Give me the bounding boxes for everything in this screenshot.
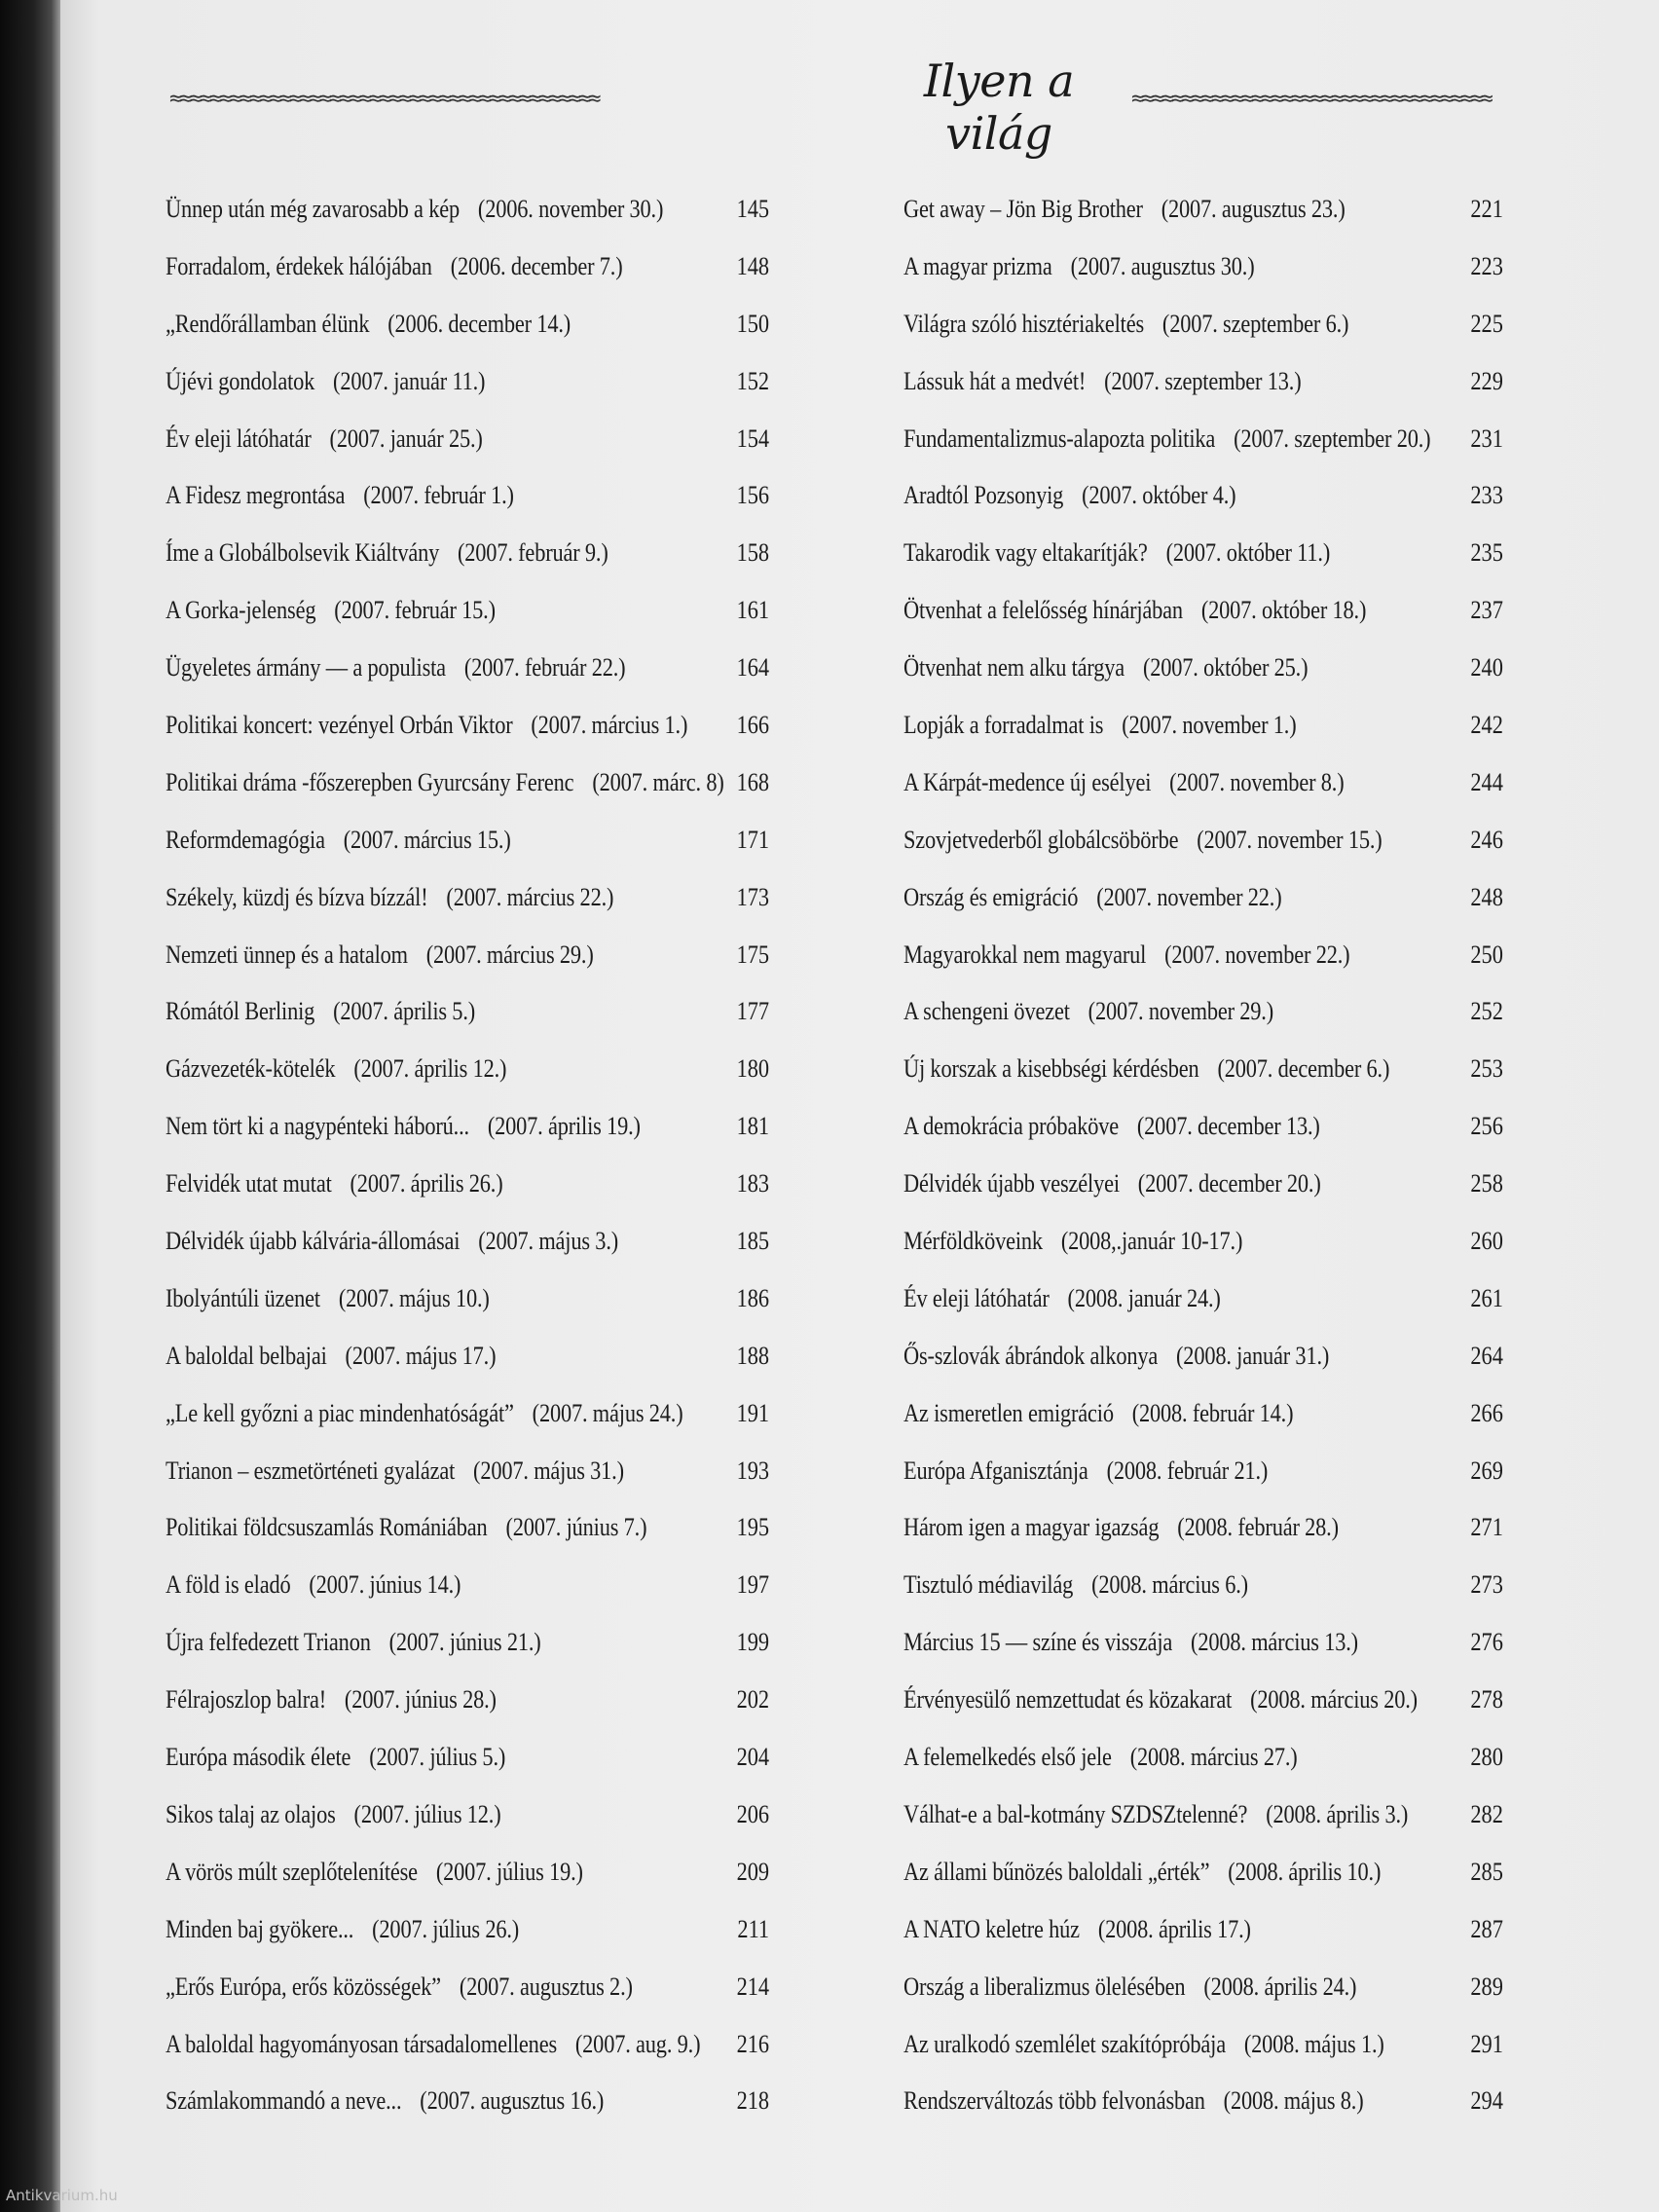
toc-entry-page-number: 260 — [1470, 1227, 1503, 1256]
toc-entry-title: A Kárpát-medence új esélyei — [903, 767, 1152, 796]
toc-entry-date: (2007. március 1.) — [531, 711, 688, 740]
toc-entry-date: (2008. április 3.) — [1266, 1799, 1409, 1828]
toc-entry-page-number: 209 — [736, 1857, 770, 1886]
toc-entry — [903, 1098, 1617, 1156]
toc-entry-date: (2007. november 15.) — [1197, 825, 1382, 854]
toc-entry-title: Világra szóló hisztériakeltés — [903, 309, 1144, 338]
toc-entry — [903, 353, 1617, 411]
toc-entry — [903, 181, 1617, 239]
toc-entry-title: Politikai dráma -főszerepben Gyurcsány Ferenc — [166, 767, 574, 796]
toc-entry-title: A felemelkedés első jele — [903, 1743, 1112, 1772]
toc-entry-page-number: 168 — [736, 767, 770, 796]
toc-entry-title: Európa második élete — [166, 1743, 351, 1772]
toc-entry-date: (2007. aug. 9.) — [574, 2029, 701, 2058]
toc-entry-title: Érvényesülő nemzettudat és közakarat — [903, 1685, 1233, 1714]
toc-entry-date: (2007. február 22.) — [463, 653, 626, 682]
toc-entry — [166, 411, 884, 468]
toc-entry-page-number: 229 — [1470, 366, 1503, 395]
toc-entry — [903, 1443, 1617, 1500]
toc-entry-page-number: 244 — [1470, 767, 1503, 796]
toc-entry-page-number: 145 — [736, 195, 770, 223]
toc-entry — [166, 1098, 884, 1156]
toc-entry-title: Újévi gondolatok — [166, 366, 315, 395]
toc-entry-title: Takarodik vagy eltakarítják? — [903, 538, 1148, 568]
toc-entry — [166, 2073, 884, 2130]
toc-entry-page-number: 158 — [736, 538, 770, 568]
toc-entry-page-number: 264 — [1470, 1341, 1503, 1370]
toc-entry-page-number: 221 — [1470, 195, 1503, 223]
toc-entry-date: (2007. október 4.) — [1082, 481, 1236, 510]
toc-entry-page-number: 191 — [736, 1398, 770, 1427]
toc-entry — [166, 239, 884, 296]
toc-entry-date: (2007. május 10.) — [338, 1283, 490, 1312]
toc-entry — [166, 1729, 884, 1787]
toc-entry-date: (2007. november 22.) — [1164, 940, 1350, 969]
toc-entry — [166, 1787, 884, 1844]
toc-entry-title: Újra felfedezett Trianon — [166, 1628, 371, 1657]
toc-entry-date: (2007. május 24.) — [532, 1398, 683, 1427]
toc-entry-date: (2007. december 6.) — [1217, 1054, 1390, 1084]
toc-entry-page-number: 211 — [737, 1914, 770, 1943]
toc-entry-title: Új korszak a kisebbségi kérdésben — [903, 1054, 1199, 1084]
toc-entry-page-number: 166 — [736, 711, 770, 740]
toc-entry-page-number: 287 — [1470, 1914, 1503, 1943]
toc-entry — [166, 1213, 884, 1271]
toc-entry-title: Ügyeletes ármány — a populista — [166, 653, 446, 682]
toc-entry — [903, 755, 1617, 812]
toc-entry-page-number: 282 — [1470, 1799, 1503, 1828]
toc-entry — [166, 983, 884, 1041]
toc-entry — [903, 1901, 1617, 1959]
toc-entry-page-number: 294 — [1470, 2086, 1503, 2116]
toc-entry — [903, 525, 1617, 582]
toc-entry-page-number: 246 — [1470, 825, 1503, 854]
toc-entry-page-number: 252 — [1470, 997, 1503, 1026]
toc-entry-title: Az állami bűnözés baloldali „érték” — [903, 1857, 1210, 1886]
toc-entry — [903, 1729, 1617, 1787]
toc-entry-date: (2007. július 12.) — [353, 1799, 501, 1828]
header-ornament-right: ≈≈≈≈≈≈≈≈≈≈≈≈≈≈≈≈≈≈≈≈≈≈≈≈≈≈≈≈≈≈≈≈≈≈≈≈ — [1131, 90, 1491, 109]
toc-entry-page-number: 193 — [736, 1456, 770, 1485]
toc-entry — [166, 296, 884, 353]
toc-entry-date: (2007. október 25.) — [1142, 653, 1309, 682]
toc-entry-page-number: 206 — [736, 1799, 770, 1828]
toc-entry-title: Félrajoszlop balra! — [166, 1685, 326, 1714]
toc-entry — [903, 1557, 1617, 1614]
toc-entry-date: (2007. október 11.) — [1165, 538, 1331, 568]
toc-entry-title: Politikai földcsuszamlás Romániában — [166, 1513, 488, 1542]
toc-entry — [903, 1328, 1617, 1385]
toc-entry-title: A baloldal belbajai — [166, 1341, 327, 1370]
toc-entry-title: Székely, küzdj és bízva bízzál! — [166, 882, 428, 911]
toc-entry — [166, 1672, 884, 1729]
toc-entry-page-number: 250 — [1470, 940, 1503, 969]
toc-entry-date: (2008. január 24.) — [1067, 1283, 1221, 1312]
toc-entry — [903, 812, 1617, 869]
toc-entry-title: Lássuk hát a medvét! — [903, 366, 1087, 395]
toc-entry-page-number: 266 — [1470, 1398, 1503, 1427]
toc-entry-date: (2007. június 21.) — [388, 1628, 541, 1657]
toc-entry-title: Lopják a forradalmat is — [903, 711, 1104, 740]
toc-entry-date: (2008. április 10.) — [1228, 1857, 1382, 1886]
toc-entry-title: A magyar prizma — [903, 251, 1052, 280]
toc-entry-title: Mérföldköveink — [903, 1227, 1043, 1256]
toc-entry-title: Ország és emigráció — [903, 882, 1079, 911]
toc-entry — [903, 1614, 1617, 1672]
toc-entry-page-number: 181 — [736, 1112, 770, 1141]
toc-entry-date: (2007. márc. 8) — [592, 767, 724, 796]
toc-entry-date: (2007. február 1.) — [363, 481, 514, 510]
toc-entry-title: Íme a Globálbolsevik Kiáltvány — [166, 538, 440, 568]
toc-entry-date: (2007. április 5.) — [333, 997, 476, 1026]
toc-entry-date: (2007. október 18.) — [1200, 596, 1367, 625]
toc-entry-page-number: 154 — [736, 424, 770, 453]
toc-entry-page-number: 253 — [1470, 1054, 1503, 1084]
toc-entry-title: Tisztuló médiavilág — [903, 1570, 1074, 1600]
toc-entry — [166, 1328, 884, 1385]
toc-entry-date: (2008. február 28.) — [1177, 1513, 1339, 1542]
toc-entry-page-number: 261 — [1470, 1283, 1503, 1312]
toc-entry-page-number: 180 — [736, 1054, 770, 1084]
toc-right-column — [903, 181, 1619, 2130]
toc-entry-title: Év eleji látóhatár — [166, 424, 312, 453]
toc-entry-date: (2007. január 11.) — [333, 366, 486, 395]
toc-entry — [903, 1385, 1617, 1443]
toc-entry-date: (2007. augusztus 16.) — [420, 2086, 605, 2116]
toc-entry-title: „Erős Európa, erős közösségek” — [166, 1972, 441, 2001]
toc-entry-page-number: 175 — [736, 940, 770, 969]
toc-entry-date: (2008. április 17.) — [1097, 1914, 1251, 1943]
toc-entry — [903, 467, 1617, 525]
toc-entry — [166, 1271, 884, 1328]
toc-entry-title: Ős-szlovák ábrándok alkonya — [903, 1341, 1159, 1370]
toc-entry-title: Nemzeti ünnep és a hatalom — [166, 940, 408, 969]
toc-entry-page-number: 278 — [1470, 1685, 1503, 1714]
toc-entry — [166, 1156, 884, 1213]
toc-entry-title: Reformdemagógia — [166, 825, 325, 854]
toc-entry — [166, 927, 884, 984]
toc-entry-date: (2006. december 7.) — [450, 251, 623, 280]
toc-entry-date: (2007. szeptember 20.) — [1234, 424, 1431, 453]
watermark: Antikvarium.hu — [6, 2187, 118, 2204]
toc-entry-title: Rómától Berlinig — [166, 997, 315, 1026]
toc-entry-page-number: 195 — [736, 1513, 770, 1542]
toc-entry-page-number: 289 — [1470, 1972, 1503, 2001]
toc-entry-page-number: 204 — [736, 1743, 770, 1772]
toc-entry — [166, 1557, 884, 1614]
toc-entry-date: (2007. szeptember 6.) — [1161, 309, 1349, 338]
toc-entry-page-number: 214 — [736, 1972, 770, 2001]
toc-entry-date: (2008. február 14.) — [1131, 1398, 1294, 1427]
toc-left-column — [166, 181, 886, 2130]
toc-entry-title: Év eleji látóhatár — [903, 1283, 1050, 1312]
toc-entry-title: Ötvenhat nem alku tárgya — [903, 653, 1125, 682]
toc-entry-title: A demokrácia próbaköve — [903, 1112, 1119, 1141]
toc-entry-date: (2008. március 6.) — [1091, 1570, 1248, 1600]
toc-entry-date: (2008. március 27.) — [1129, 1743, 1298, 1772]
toc-entry-page-number: 258 — [1470, 1169, 1503, 1198]
toc-entry-page-number: 285 — [1470, 1857, 1503, 1886]
toc-entry-title: Európa Afganisztánja — [903, 1456, 1088, 1485]
toc-entry-date: (2008. március 20.) — [1250, 1685, 1418, 1714]
toc-entry-title: Ibolyántúli üzenet — [166, 1283, 320, 1312]
toc-entry — [903, 1844, 1617, 1901]
toc-entry-title: Számlakommandó a neve... — [166, 2086, 402, 2116]
toc-entry — [166, 1614, 884, 1672]
toc-entry-date: (2007. január 25.) — [329, 424, 483, 453]
page-header — [107, 53, 1626, 160]
toc-entry-date: (2006. november 30.) — [477, 195, 664, 223]
toc-entry — [166, 1041, 884, 1098]
toc-entry — [903, 239, 1617, 296]
toc-entry-page-number: 271 — [1470, 1513, 1503, 1542]
toc-entry-title: „Le kell győzni a piac mindenhatóságát” — [166, 1398, 514, 1427]
toc-entry-page-number: 202 — [736, 1685, 770, 1714]
toc-entry-page-number: 199 — [736, 1628, 770, 1657]
toc-entry-date: (2007. november 1.) — [1122, 711, 1297, 740]
toc-entry-title: Fundamentalizmus-alapozta politika — [903, 424, 1216, 453]
toc-entry-date: (2007. augusztus 2.) — [459, 1972, 633, 2001]
toc-entry-date: (2007. augusztus 30.) — [1070, 251, 1255, 280]
toc-entry — [166, 812, 884, 869]
toc-entry-date: (2007. december 13.) — [1136, 1112, 1320, 1141]
toc-entry — [903, 983, 1617, 1041]
toc-entry-page-number: 171 — [736, 825, 770, 854]
toc-entry-date: (2008. március 13.) — [1191, 1628, 1358, 1657]
toc-entry-date: (2007. június 14.) — [309, 1570, 461, 1600]
toc-entry-page-number: 240 — [1470, 653, 1503, 682]
toc-entry — [903, 1959, 1617, 2016]
toc-entry-date: (2007. március 15.) — [343, 825, 511, 854]
toc-entry — [903, 2073, 1617, 2130]
toc-entry-page-number: 183 — [736, 1169, 770, 1198]
toc-entry-page-number: 233 — [1470, 481, 1503, 510]
toc-entry-page-number: 273 — [1470, 1570, 1503, 1600]
toc-entry — [166, 869, 884, 927]
toc-entry-page-number: 280 — [1470, 1743, 1503, 1772]
toc-entry-date: (2007. február 9.) — [458, 538, 608, 568]
toc-entry-date: (2008. február 21.) — [1106, 1456, 1269, 1485]
toc-entry — [166, 181, 884, 239]
toc-entry — [166, 755, 884, 812]
toc-entry-title: Ünnep után még zavarosabb a kép — [166, 195, 461, 223]
toc-entry-title: Rendszerváltozás több felvonásban — [903, 2086, 1205, 2116]
toc-entry-page-number: 161 — [736, 596, 770, 625]
toc-entry-page-number: 150 — [736, 309, 770, 338]
toc-entry-date: (2007. május 31.) — [473, 1456, 624, 1485]
toc-entry — [166, 640, 884, 697]
toc-entry-title: Sikos talaj az olajos — [166, 1799, 336, 1828]
toc-entry-date: (2008. április 24.) — [1203, 1972, 1357, 2001]
toc-entry-title: Az uralkodó szemlélet szakítópróbája — [903, 2029, 1226, 2058]
toc-entry-date: (2008,.január 10-17.) — [1060, 1227, 1243, 1256]
toc-entry — [166, 353, 884, 411]
toc-entry-date: (2007. március 29.) — [425, 940, 594, 969]
toc-entry-title: „Rendőrállamban élünk — [166, 309, 370, 338]
toc-entry — [166, 1385, 884, 1443]
toc-entry-date: (2007. június 7.) — [505, 1513, 647, 1542]
toc-entry-title: Ötvenhat a felelősség hínárjában — [903, 596, 1183, 625]
toc-entry-title: A schengeni övezet — [903, 997, 1070, 1026]
toc-entry-page-number: 152 — [736, 366, 770, 395]
toc-entry — [166, 1844, 884, 1901]
toc-entry-title: Forradalom, érdekek hálójában — [166, 251, 432, 280]
toc-entry-date: (2007. június 28.) — [344, 1685, 497, 1714]
toc-entry-title: A baloldal hagyományosan társadalomellenes — [166, 2029, 557, 2058]
toc-entry — [903, 640, 1617, 697]
toc-entry-title: A vörös múlt szeplőtelenítése — [166, 1857, 418, 1886]
toc-entry-title: Délvidék újabb veszélyei — [903, 1169, 1120, 1198]
toc-entry-page-number: 225 — [1470, 309, 1503, 338]
toc-entry — [903, 1213, 1617, 1271]
toc-entry-date: (2007. április 19.) — [487, 1112, 641, 1141]
toc-entry-title: Az ismeretlen emigráció — [903, 1398, 1114, 1427]
toc-entry-date: (2007. július 5.) — [369, 1743, 506, 1772]
toc-entry-date: (2007. május 3.) — [478, 1227, 619, 1256]
toc-entry-title: A Gorka-jelenség — [166, 596, 316, 625]
toc-entry-page-number: 173 — [736, 882, 770, 911]
toc-entry-title: A föld is eladó — [166, 1570, 291, 1600]
toc-entry-page-number: 242 — [1470, 711, 1503, 740]
toc-entry — [166, 467, 884, 525]
toc-entry — [166, 1443, 884, 1500]
toc-entry-date: (2007. szeptember 13.) — [1104, 366, 1302, 395]
toc-entry — [903, 1271, 1617, 1328]
toc-entry — [903, 869, 1617, 927]
toc-entry-title: Nem tört ki a nagypénteki háború... — [166, 1112, 469, 1141]
toc-entry-title: Válhat-e a bal-kotmány SZDSZtelenné? — [903, 1799, 1248, 1828]
toc-entry-title: A Fidesz megrontása — [166, 481, 346, 510]
toc-entry-title: Magyarokkal nem magyarul — [903, 940, 1147, 969]
toc-entry — [903, 2016, 1617, 2074]
toc-entry-title: Ország a liberalizmus ölelésében — [903, 1972, 1186, 2001]
toc-entry-date: (2007. november 22.) — [1096, 882, 1282, 911]
toc-entry — [903, 411, 1617, 468]
toc-entry-date: (2008. január 31.) — [1176, 1341, 1330, 1370]
toc-entry-title: Felvidék utat mutat — [166, 1169, 332, 1198]
toc-entry — [166, 697, 884, 755]
toc-entry-date: (2007. március 22.) — [446, 882, 614, 911]
toc-entry-date: (2007. május 17.) — [345, 1341, 497, 1370]
toc-entry-date: (2008. május 1.) — [1243, 2029, 1384, 2058]
toc-entry — [903, 927, 1617, 984]
toc-entry-page-number: 291 — [1470, 2029, 1503, 2058]
toc-entry-title: Március 15 — színe és visszája — [903, 1628, 1173, 1657]
toc-entry-page-number: 223 — [1470, 251, 1503, 280]
toc-entry-page-number: 216 — [736, 2029, 770, 2058]
page-title: Ilyen a világ — [923, 55, 1075, 160]
toc-entry — [903, 1672, 1617, 1729]
toc-entry-page-number: 235 — [1470, 538, 1503, 568]
toc-entry — [166, 1499, 884, 1557]
toc-entry-title: Politikai koncert: vezényel Orbán Viktor — [166, 711, 513, 740]
toc-entry — [903, 697, 1617, 755]
toc-entry-page-number: 276 — [1470, 1628, 1503, 1657]
toc-entry-title: Get away – Jön Big Brother — [903, 195, 1143, 223]
toc-entry — [903, 1156, 1617, 1213]
toc-entry-title: A NATO keletre húz — [903, 1914, 1080, 1943]
toc-entry-page-number: 197 — [736, 1570, 770, 1600]
toc-entry — [903, 1041, 1617, 1098]
toc-entry-date: (2007. augusztus 23.) — [1161, 195, 1346, 223]
toc-entry — [166, 582, 884, 640]
toc-entry-title: Szovjetvederből globálcsöbörbe — [903, 825, 1179, 854]
toc-entry — [903, 582, 1617, 640]
toc-entry-page-number: 177 — [736, 997, 770, 1026]
toc-entry-title: Aradtól Pozsonyig — [903, 481, 1064, 510]
toc-entry-page-number: 186 — [736, 1283, 770, 1312]
toc-entry-date: (2007. december 20.) — [1137, 1169, 1321, 1198]
toc-entry-page-number: 164 — [736, 653, 770, 682]
toc-entry-page-number: 248 — [1470, 882, 1503, 911]
toc-entry-date: (2007. február 15.) — [334, 596, 496, 625]
toc-entry-title: Gázvezeték-kötelék — [166, 1054, 336, 1084]
toc-entry-page-number: 156 — [736, 481, 770, 510]
toc-entry — [166, 1959, 884, 2016]
toc-entry-title: Délvidék újabb kálvária-állomásai — [166, 1227, 461, 1256]
toc-entry-date: (2007. július 19.) — [435, 1857, 583, 1886]
toc-entry-page-number: 185 — [736, 1227, 770, 1256]
toc-entry-page-number: 188 — [736, 1341, 770, 1370]
toc-entry-date: (2006. december 14.) — [387, 309, 571, 338]
toc-entry — [903, 1499, 1617, 1557]
toc-entry — [166, 525, 884, 582]
toc-entry-page-number: 256 — [1470, 1112, 1503, 1141]
toc-entry-date: (2007. november 8.) — [1169, 767, 1345, 796]
toc-entry-date: (2008. május 8.) — [1223, 2086, 1364, 2116]
toc-entry — [166, 1901, 884, 1959]
book-spine-shadow — [0, 0, 60, 2212]
toc-entry-date: (2007. november 29.) — [1088, 997, 1273, 1026]
toc-entry-page-number: 269 — [1470, 1456, 1503, 1485]
toc-entry-page-number: 237 — [1470, 596, 1503, 625]
toc-entry — [166, 2016, 884, 2074]
toc-entry-title: Minden baj gyökere... — [166, 1914, 354, 1943]
toc-entry-page-number: 231 — [1470, 424, 1503, 453]
toc-entry — [903, 1787, 1617, 1844]
toc-entry-date: (2007. április 12.) — [353, 1054, 507, 1084]
toc-entry-date: (2007. július 26.) — [372, 1914, 520, 1943]
toc-entry-page-number: 148 — [736, 251, 770, 280]
toc-entry-page-number: 218 — [736, 2086, 770, 2116]
header-ornament-left: ≈≈≈≈≈≈≈≈≈≈≈≈≈≈≈≈≈≈≈≈≈≈≈≈≈≈≈≈≈≈≈≈≈≈≈≈≈≈≈≈≈≈≈ — [169, 90, 599, 109]
toc-entry-date: (2007. április 26.) — [350, 1169, 503, 1198]
toc-entry-title: Három igen a magyar igazság — [903, 1513, 1160, 1542]
toc-entry-title: Trianon – eszmetörténeti gyalázat — [166, 1456, 456, 1485]
toc-entry — [903, 296, 1617, 353]
